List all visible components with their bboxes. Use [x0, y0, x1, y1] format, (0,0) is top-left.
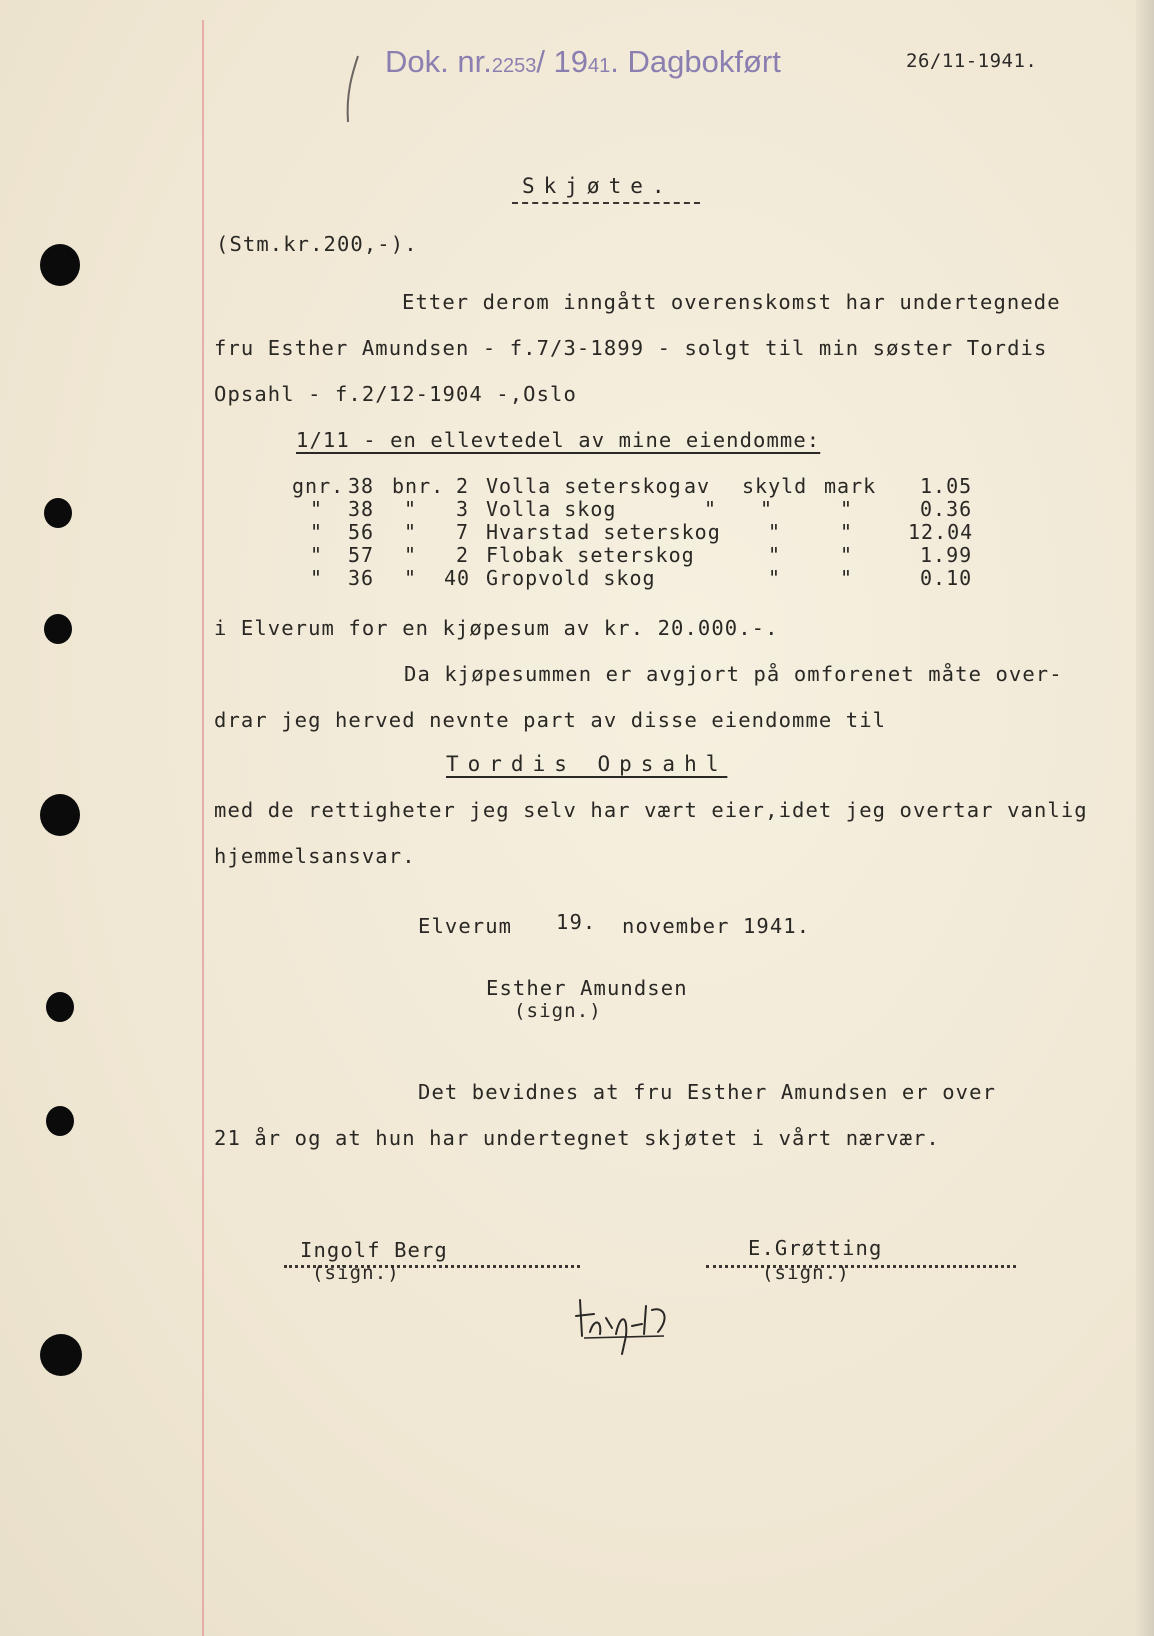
mark-label: ": [840, 497, 854, 521]
witness2-name: E.Grøtting: [748, 1236, 883, 1260]
punch-hole: [46, 1106, 74, 1136]
stamp-dok-number: 2253: [491, 55, 537, 77]
place: Elverum: [418, 914, 513, 938]
property-name: Volla seterskog: [486, 474, 682, 498]
seller-sign: (sign.): [514, 1000, 602, 1022]
stamp-year-suffix: 41: [588, 55, 611, 77]
table-row: [292, 543, 992, 567]
witness2-sign: (sign.): [762, 1262, 850, 1284]
gnr-label: ": [310, 566, 324, 590]
gnr-value: 38: [348, 474, 375, 498]
purchase-line: i Elverum for en kjøpesum av kr. 20.000.-.: [214, 616, 779, 640]
witness1-name: Ingolf Berg: [300, 1238, 448, 1262]
witness-line1: Det bevidnes at fru Esther Amundsen er over: [418, 1080, 997, 1104]
skyld-label: ": [760, 497, 774, 521]
skyld-label: skyld: [742, 474, 808, 498]
skyld-value: 12.04: [908, 520, 974, 544]
skyld-label: ": [768, 566, 782, 590]
bnr-label: ": [404, 497, 418, 521]
para3-line1: med de rettigheter jeg selv har vært eier,idet jeg overtar vanlig: [214, 798, 1088, 822]
gnr-label: ": [310, 497, 324, 521]
bnr-value: 40: [444, 566, 471, 590]
title-underline: [512, 202, 700, 204]
punch-hole: [40, 244, 80, 286]
property-name: Hvarstad seterskog: [486, 520, 721, 544]
table-row: [292, 520, 992, 544]
skyld-label: ": [768, 520, 782, 544]
mark-label: mark: [824, 474, 877, 498]
stamp-dagbok-label: . Dagbokført: [610, 44, 781, 79]
gnr-value: 56: [348, 520, 375, 544]
stamp-year-sep: / 19: [536, 44, 589, 79]
share-heading: 1/11 - en ellevtedel av mine eiendomme:: [296, 428, 821, 452]
page-edge: [1136, 0, 1154, 1636]
witness1-sign: (sign.): [312, 1262, 400, 1284]
gnr-value: 36: [348, 566, 375, 590]
mark-label: ": [840, 543, 854, 567]
property-name: Gropvold skog: [486, 566, 656, 590]
para3-line2: hjemmelsansvar.: [214, 844, 416, 868]
gnr-label: ": [310, 543, 324, 567]
bnr-label: ": [404, 520, 418, 544]
av-label: ": [704, 497, 718, 521]
bnr-label: bnr.: [392, 474, 445, 498]
gnr-value: 57: [348, 543, 375, 567]
gnr-label: gnr.: [292, 474, 345, 498]
signing-month-year: november 1941.: [622, 914, 811, 938]
signing-day: 19.: [556, 910, 597, 934]
witness-line2: 21 år og at hun har undertegnet skjøtet i vårt nærvær.: [214, 1126, 940, 1150]
bnr-label: ": [404, 543, 418, 567]
stamp-dok-label: Dok. nr.: [385, 44, 492, 79]
pencil-tick-mark: [342, 54, 364, 124]
punch-hole: [44, 614, 72, 644]
witness2-dotted-line: [706, 1265, 1016, 1268]
property-name: Flobak seterskog: [486, 543, 695, 567]
skyld-value: 0.36: [920, 497, 973, 521]
skyld-label: ": [768, 543, 782, 567]
punch-hole: [44, 498, 72, 528]
para1-line3: Opsahl - f.2/12-1904 -,Oslo: [214, 382, 577, 406]
punch-hole: [40, 794, 80, 836]
skyld-value: 1.99: [920, 543, 973, 567]
bnr-value: 2: [456, 474, 470, 498]
para1-line2: fru Esther Amundsen - f.7/3-1899 - solgt til min søster Tordis: [214, 336, 1048, 360]
margin-rule: [202, 20, 204, 1636]
mark-label: ": [840, 520, 854, 544]
handwritten-initials: [572, 1296, 712, 1356]
table-row: [292, 497, 992, 521]
buyer-name: Tordis Opsahl: [446, 752, 728, 776]
gnr-value: 38: [348, 497, 375, 521]
stamp-date: 26/11-1941.: [906, 50, 1038, 72]
bnr-label: ": [404, 566, 418, 590]
gnr-label: ": [310, 520, 324, 544]
bnr-value: 3: [456, 497, 470, 521]
table-row: [292, 566, 992, 590]
table-row: [292, 474, 992, 498]
bnr-value: 2: [456, 543, 470, 567]
punch-hole: [46, 992, 74, 1022]
stamp-duty: (Stm.kr.200,-).: [216, 232, 418, 256]
property-name: Volla skog: [486, 497, 617, 521]
skyld-value: 1.05: [920, 474, 973, 498]
para1-line1: Etter derom inngått overenskomst har undertegnede: [402, 290, 1061, 314]
skyld-value: 0.10: [920, 566, 973, 590]
bnr-value: 7: [456, 520, 470, 544]
registry-stamp: [385, 44, 781, 80]
document-title: Skjøte.: [522, 174, 674, 198]
av-label: av: [684, 474, 711, 498]
seller-name: Esther Amundsen: [486, 976, 688, 1000]
mark-label: ": [840, 566, 854, 590]
punch-hole: [40, 1334, 82, 1376]
para2-line2: drar jeg herved nevnte part av disse eiendomme til: [214, 708, 887, 732]
para2-line1: Da kjøpesummen er avgjort på omforenet måte over-: [404, 662, 1063, 686]
